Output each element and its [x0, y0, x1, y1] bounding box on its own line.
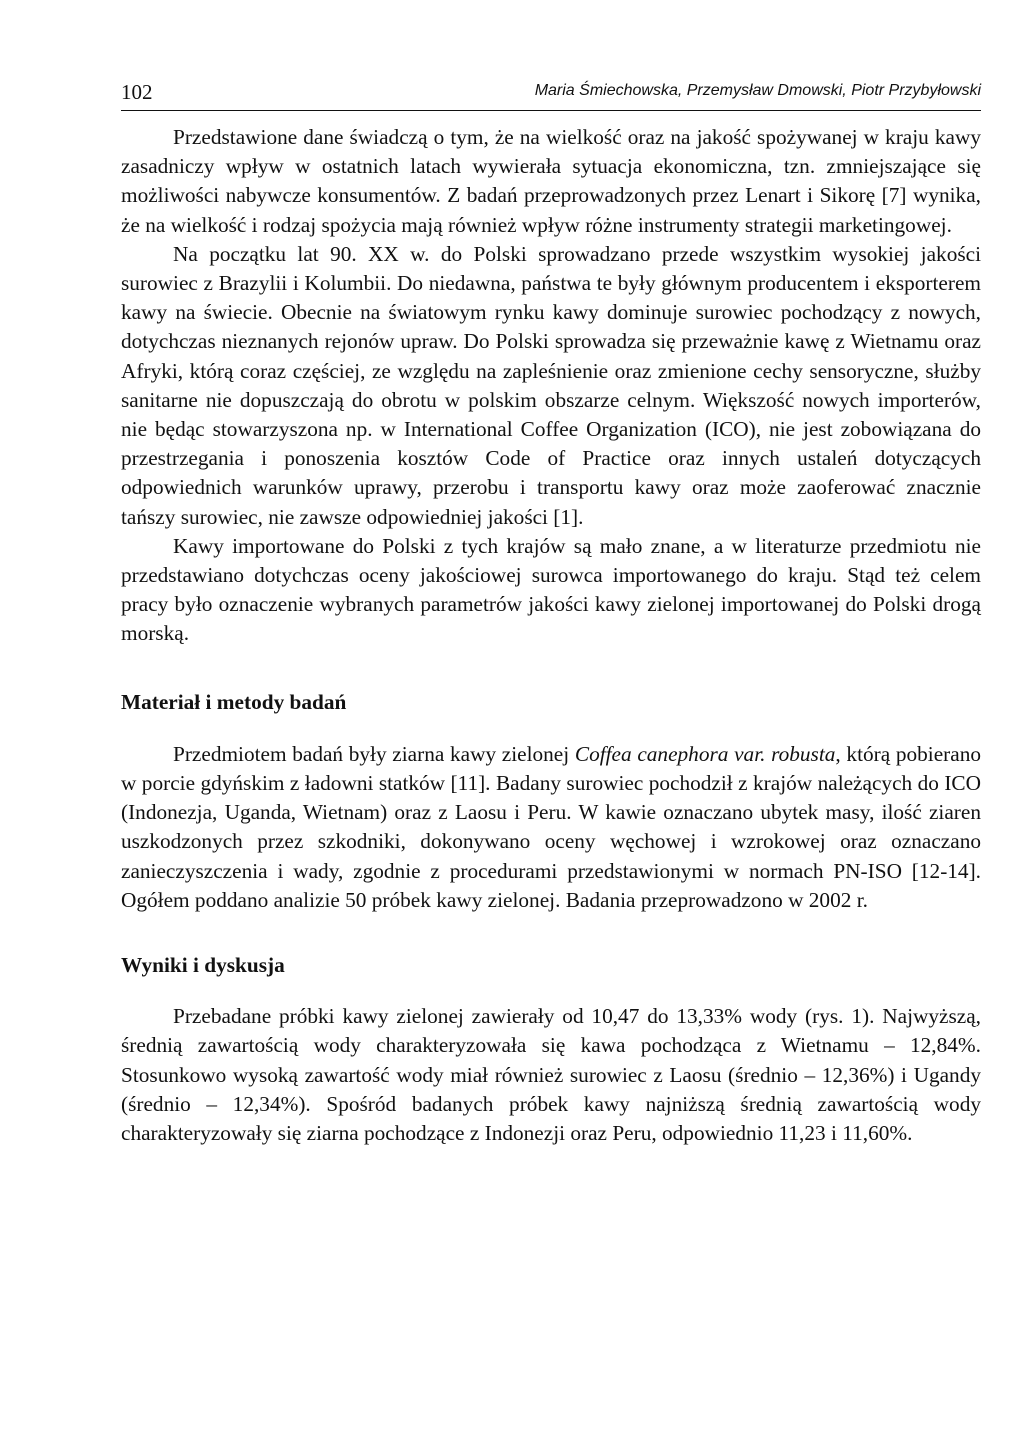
- running-authors: Maria Śmiechowska, Przemysław Dmowski, Piotr Przybyłowski: [534, 82, 981, 99]
- species-name: Coffea canephora var. robusta: [574, 741, 836, 766]
- paragraph-1: Przedstawione dane świadczą o tym, że na wielkość oraz na jakość spożywanej w kraju kawy zasadniczy wpływ w ostatnich latach wywierała sytuacja ekonomiczna, tzn. zmniejszające się możliwości nabywcze konsumentów. Z badań przeprowadzonych przez Lenart i Sikorę [7] wynika, że na wielkość i rodzaj spożycia mają również wpływ różne instrumenty strategii marketingowej.: [121, 125, 981, 237]
- methods-text-start: Przedmiotem badań były ziarna kawy zielonej: [173, 741, 570, 766]
- running-header: [121, 72, 981, 111]
- section-heading-methods: Materiał i metody badań: [121, 689, 347, 714]
- results-paragraph: Przebadane próbki kawy zielonej zawierały od 10,47 do 13,33% wody (rys. 1). Najwyższą, średnią zawartością wody charakteryzowała się kawa pochodząca z Wietnamu – 12,84%. Stosunkowo wysoką zawartość wody miał również surowiec z Laosu (średnio – 12,36%) i Ugandy (średnio – 12,34%). Spośród badanych próbek kawy najniższą średnią zawartością wody charakteryzowały się ziarna pochodzące z Indonezji oraz Peru, odpowiednio 11,23 i 11,60%.: [121, 1004, 981, 1146]
- methods-paragraph: [121, 740, 981, 915]
- paragraph-3: Kawy importowane do Polski z tych krajów są mało znane, a w literaturze przedmiotu nie przedstawiano dotychczas oceny jakościowej surowca importowanego do kraju. Stąd też celem pracy było oznaczenie wybranych parametrów jakości kawy zielonej importowanej do Polski drogą morską.: [121, 533, 981, 646]
- methods-text-rest: , którą pobierano w porcie gdyńskim z ładowni statków [11]. Badany surowiec pochodził z krajów należących do ICO (Indonezja, Uganda, Wietnam) oraz z Laosu i Peru. W kawie oznaczano ubytek masy, ilość ziaren uszkodzonych przez szkodniki, dokonywano oceny węchowej i wzrokowej oraz oznaczano zanieczyszczenia i wady, zgodnie z procedurami przedstawionymi w normach PN-ISO [12-14]. Ogółem poddano analizie 50 próbek kawy zielonej. Badania przeprowadzono w 2002 r.: [121, 741, 982, 912]
- section-heading-results: Wyniki i dyskusja: [121, 953, 285, 978]
- page: [121, 72, 981, 1148]
- paragraph-2: Na początku lat 90. XX w. do Polski sprowadzano przede wszystkim wysokiej jakości surowiec z Brazylii i Kolumbii. Do niedawna, państwa te były głównym producentem i eksporterem kawy na świecie. Obecnie na światowym rynku kawy dominuje surowiec pochodzący z nowych, dotychczas nieznanych rejonów upraw. Do Polski sprowadza się przeważnie kawę z Wietnamu oraz Afryki, którą coraz częściej, ze względu na zapleśnienie oraz zmienione cechy sensoryczne, służby sanitarne nie dopuszczają do obrotu w polskim obszarze celnym. Większość nowych importerów, nie będąc stowarzyszona np. w International Coffee Organization (ICO), nie jest zobowiązana do przestrzegania i ponoszenia kosztów Code of Practice oraz innych ustaleń dotyczących odpowiednich warunków uprawy, przerobu i transportu kawy oraz może zaoferować znacznie tańszy surowiec, nie zawsze odpowiedniej jakości [1].: [121, 241, 981, 529]
- page-number: 102: [121, 80, 153, 104]
- intro-text: [121, 123, 981, 649]
